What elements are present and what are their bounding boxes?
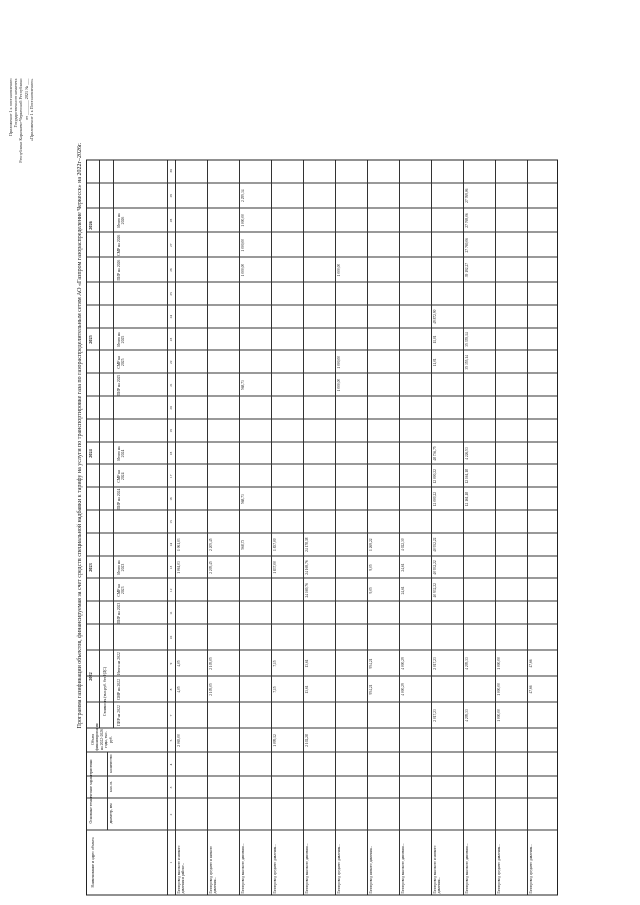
column-number: 12: [169, 588, 173, 592]
row-total: 2 065,00: [177, 733, 181, 747]
row-value: 1 061,03: [177, 560, 181, 574]
row-diameter: [209, 799, 237, 829]
row-name: Газопровод высокого давления...: [465, 843, 469, 893]
row-diameter: [433, 799, 461, 829]
row-length: [529, 777, 557, 797]
grid-hline: [495, 160, 496, 894]
header-length: кол. м.: [109, 780, 113, 792]
row-value: 27 769,06: [465, 188, 469, 203]
row-value: 24,61: [401, 585, 405, 594]
row-value: [273, 703, 301, 727]
row-total: 1 099,12: [273, 733, 277, 747]
grid-hline: [207, 160, 208, 894]
row-total: [465, 729, 493, 751]
row-value: 12 161,18: [465, 468, 469, 483]
grid-hline: [167, 160, 168, 894]
row-units: [529, 753, 557, 775]
row-value: 2 017,23: [433, 708, 437, 722]
row-value: [433, 374, 461, 395]
row-value: [177, 602, 205, 623]
column-number: 20: [169, 405, 173, 410]
row-value: 1 061,03: [177, 537, 181, 551]
appendix-note: [8, 78, 34, 318]
year-2024: 2024: [88, 448, 93, 458]
row-value: 1 837,00: [273, 537, 277, 551]
row-value: 1 000,00: [337, 263, 341, 276]
row-units: [337, 753, 365, 775]
row-name: Газопровод среднего давления...: [497, 843, 501, 893]
row-diameter: [337, 799, 365, 829]
subheader-cell: Итого на 2022: [117, 651, 121, 675]
header-tech: Основные технические характеристики: [89, 759, 93, 823]
row-value: 39 192,27: [465, 262, 469, 277]
appendix-line: Республики Карачаево-Черкесской Республики: [18, 78, 24, 163]
grid-hline: [113, 160, 114, 728]
row-units: [273, 753, 301, 775]
row-total: [337, 729, 365, 751]
row-total: [529, 729, 557, 751]
subheader-cell: Итого на 2026: [117, 212, 126, 228]
subheader-cell: ПИР на 2025: [117, 374, 121, 395]
subheader-cell: [117, 283, 161, 304]
subheader-cell: [117, 420, 161, 441]
row-value: 11,01: [433, 357, 437, 366]
row-value: 4 295,33: [465, 708, 469, 722]
row-value: 2 205,45: [209, 537, 213, 551]
row-value: [209, 602, 237, 623]
row-length: [241, 777, 269, 797]
subheader-cell: СМР на 2024: [117, 469, 126, 483]
subheader-cell: Итого на 2025: [117, 331, 126, 347]
column-number: 7: [169, 714, 173, 716]
subheader-cell: [117, 184, 161, 207]
row-value: 35 355,14: [465, 354, 469, 369]
subheader-cell: [117, 534, 161, 555]
year-2026: 2026: [88, 220, 93, 230]
row-value: [433, 602, 461, 623]
column-number: 13: [169, 565, 173, 569]
document-title: Программа газификации объектов, финансируемая за счет средств специальной надбавки к тарифу на услуги по транспортировке газа по газораспределительным сетям АО «Газпром газораспределение Черкесск» на 2022г–2026г.: [77, 142, 83, 728]
column-number: 24: [169, 314, 173, 318]
row-value: 1 000,00: [241, 263, 245, 276]
row-value: 7,15: [273, 659, 277, 667]
column-number: 5: [169, 739, 173, 741]
grid-hline: [463, 160, 464, 894]
row-value: 1 000,00: [241, 238, 245, 252]
row-value: 1 269,22: [369, 537, 373, 551]
column-number: 23: [169, 337, 173, 341]
row-value: [369, 602, 397, 623]
row-value: [401, 602, 429, 623]
row-value: 954,21: [369, 684, 373, 694]
row-diameter: [529, 799, 557, 829]
row-value: 27 769,06: [465, 237, 469, 252]
row-value: 2 105,05: [209, 656, 213, 670]
header-name: Наименование и адрес объекта: [91, 836, 95, 888]
row-value: [465, 677, 493, 701]
row-length: [465, 777, 493, 797]
row-units: [497, 753, 525, 775]
column-number: 10: [169, 635, 173, 639]
row-value: 47,66: [529, 684, 533, 694]
row-value: 40 932,22: [433, 537, 437, 552]
row-value: [177, 703, 205, 727]
row-name: Газопровод высокого давления...: [401, 843, 405, 893]
row-units: [241, 753, 269, 775]
row-value: 4,05: [177, 659, 181, 667]
row-value: 1 000,00: [241, 213, 245, 227]
row-value: 13,61: [305, 658, 309, 668]
row-diameter: [241, 799, 269, 829]
grid-hline: [239, 160, 240, 894]
row-length: [497, 777, 525, 797]
row-value: 9,05: [369, 586, 373, 593]
row-value: 11,01: [433, 335, 437, 343]
row-length: [401, 777, 429, 797]
row-value: 24 169,76: [305, 559, 309, 575]
row-total: [497, 729, 525, 751]
row-name: Газопровод среднего и низкого давления...: [209, 845, 218, 893]
row-total: [209, 729, 237, 751]
grid-hline: [99, 160, 100, 728]
column-number: 2: [169, 813, 173, 815]
column-number: 30: [169, 168, 173, 173]
row-value: [465, 374, 493, 395]
column-number: 4: [169, 763, 173, 765]
header-cost-breakdown: Стоимость (тыс.руб. без НДС): [103, 666, 107, 716]
header-diameter: диаметр, мм: [109, 802, 113, 824]
row-value: 4 295,33: [465, 656, 469, 670]
row-value: 24 178,38: [305, 537, 309, 552]
row-value: 27 769,06: [465, 212, 469, 228]
subheader-cell: ПИР на 2023: [117, 602, 121, 623]
row-value: [241, 557, 269, 578]
row-value: [433, 677, 461, 701]
column-number: 18: [169, 451, 173, 455]
row-value: 12 000,22: [433, 491, 437, 506]
row-diameter: [465, 799, 493, 829]
row-value: 12 000,22: [433, 468, 437, 483]
row-total: 2 102,28: [305, 733, 309, 747]
subheader-cell: [117, 397, 161, 418]
row-diameter: [497, 799, 525, 829]
row-value: 1 837,00: [273, 560, 277, 574]
row-total: [369, 729, 397, 751]
row-units: [401, 753, 429, 775]
row-value: [401, 703, 429, 727]
column-number: 14: [169, 542, 173, 546]
row-value: 568,73: [241, 379, 245, 390]
row-value: [369, 703, 397, 727]
row-value: 40 932,22: [433, 559, 437, 575]
row-value: 568,73: [241, 493, 245, 504]
row-value: [209, 703, 237, 727]
grid-hline: [271, 160, 272, 894]
row-name: Газопровод высокого и низкого давления в районе...: [177, 845, 186, 893]
row-name: Газопровод низкого давления...: [369, 845, 373, 893]
row-value: 4 000,29: [401, 656, 405, 670]
subheader-cell: [117, 511, 161, 532]
subheader-cell: СМР на 2025: [117, 355, 126, 369]
row-value: 4,05: [177, 685, 181, 693]
column-number: 25: [169, 291, 173, 296]
row-name: Газопровод высокого и низкого давления...: [433, 845, 442, 893]
grid-hline: [367, 160, 368, 894]
row-value: 4 000,29: [401, 682, 405, 696]
appendix-line: Приложение 1 к постановлению: [8, 78, 13, 136]
column-number: 22: [169, 360, 173, 364]
column-number: 8: [169, 688, 173, 690]
year-2025: 2025: [88, 334, 93, 344]
row-value: [305, 602, 333, 623]
subheader-cell: СМР на 2023: [117, 583, 126, 597]
row-value: [241, 602, 269, 623]
row-diameter: [305, 799, 333, 829]
column-number: 17: [169, 474, 173, 478]
year-2022: 2022: [88, 671, 93, 681]
subheader-cell: [117, 159, 161, 182]
appendix-line: от _______ 2021 № ___: [23, 78, 29, 120]
column-number: 15: [169, 519, 173, 524]
subheader-cell: [117, 625, 161, 649]
row-value: 35 355,14: [465, 331, 469, 347]
appendix-line: Государственного комитета: [13, 78, 19, 127]
column-number: 27: [169, 243, 173, 247]
row-value: 2 205,45: [209, 560, 213, 574]
row-units: [305, 753, 333, 775]
row-value: 47,66: [529, 658, 533, 668]
grid-hline: [107, 752, 108, 830]
column-number: 1: [169, 861, 173, 863]
row-diameter: [273, 799, 301, 829]
row-value: 954,21: [369, 658, 373, 668]
grid-hline: [431, 160, 432, 894]
row-length: [177, 777, 205, 797]
column-number: 26: [169, 267, 173, 272]
header-units: количество: [109, 753, 113, 773]
subheader-cell: ПИР на 2024: [117, 488, 121, 509]
financing-table: [86, 159, 558, 895]
subheader-cell: Итого на 2024: [117, 445, 126, 461]
row-length: [433, 777, 461, 797]
column-number: 28: [169, 218, 173, 222]
column-number: 21: [169, 382, 173, 387]
row-name: Газопровод среднего давления...: [529, 843, 533, 893]
row-value: 49 872,90: [433, 309, 437, 324]
grid-hline: [399, 160, 400, 894]
row-value: 4 022,30: [401, 537, 405, 551]
row-units: [433, 753, 461, 775]
subheader-cell: Итого на 2023: [117, 559, 126, 575]
subheader-cell: ПИР на 2022: [117, 704, 121, 726]
row-name: Газопровод среднего давления...: [273, 843, 277, 893]
row-value: 7,15: [273, 685, 277, 693]
row-value: 1 000,00: [497, 656, 501, 670]
column-number: 11: [169, 610, 173, 615]
row-units: [465, 753, 493, 775]
row-name: Газопровод высокого давления...: [241, 843, 245, 893]
row-value: 48 736,75: [433, 445, 437, 461]
year-2023: 2023: [88, 562, 93, 572]
column-number: 29: [169, 193, 173, 197]
row-name: Газопровод высокого давления...: [305, 843, 309, 893]
row-value: [241, 579, 269, 600]
row-value: [273, 602, 301, 623]
row-name: Газопровод среднего давления...: [337, 843, 341, 893]
row-value: [529, 703, 557, 727]
row-value: 1 000,00: [497, 682, 501, 696]
row-total: [401, 729, 429, 751]
grid-hline: [527, 160, 528, 894]
row-value: 9,05: [369, 563, 373, 571]
row-value: 1 000,00: [337, 355, 341, 369]
grid-hline: [303, 160, 304, 894]
column-number: 16: [169, 496, 173, 501]
row-diameter: [369, 799, 397, 829]
row-diameter: [401, 799, 429, 829]
row-value: [305, 703, 333, 727]
row-value: [273, 579, 301, 600]
row-value: 1 000,00: [337, 378, 341, 391]
column-number: 3: [169, 786, 173, 788]
row-units: [209, 753, 237, 775]
row-total: [241, 729, 269, 751]
appendix-line: «Приложение 1 к Постановлению»: [28, 78, 34, 141]
row-length: [209, 777, 237, 797]
row-value: 24 169,76: [305, 582, 309, 597]
row-value: 2 105,05: [209, 682, 213, 696]
row-value: [177, 579, 205, 600]
grid-hline: [175, 160, 176, 894]
row-diameter: [177, 799, 205, 829]
subheader-cell: [117, 306, 161, 327]
row-value: 13,61: [305, 684, 309, 694]
row-value: 1 000,00: [497, 708, 501, 722]
header-cost-total: Объем финансирования на 2022-2026 годы, тыс. руб.: [91, 723, 113, 750]
row-value: 4 226,53: [465, 446, 469, 460]
row-value: 568,73: [241, 539, 245, 550]
row-value: [209, 579, 237, 600]
row-value: 2 295,34: [241, 188, 245, 202]
row-value: 40 932,22: [433, 582, 437, 597]
row-value: 2 017,23: [433, 656, 437, 670]
row-length: [337, 777, 365, 797]
subheader-cell: СМР на 2022: [117, 678, 121, 700]
grid-hline: [335, 160, 336, 894]
row-length: [369, 777, 397, 797]
row-length: [273, 777, 301, 797]
row-value: 12 161,18: [465, 491, 469, 506]
row-units: [177, 753, 205, 775]
row-length: [305, 777, 333, 797]
row-units: [369, 753, 397, 775]
row-value: 24,61: [401, 562, 405, 572]
subheader-cell: СМР на 2026: [117, 234, 121, 256]
row-total: [433, 729, 461, 751]
column-number: 19: [169, 428, 173, 432]
subheader-cell: ПИР на 2026: [117, 259, 121, 281]
column-number: 9: [169, 662, 173, 664]
